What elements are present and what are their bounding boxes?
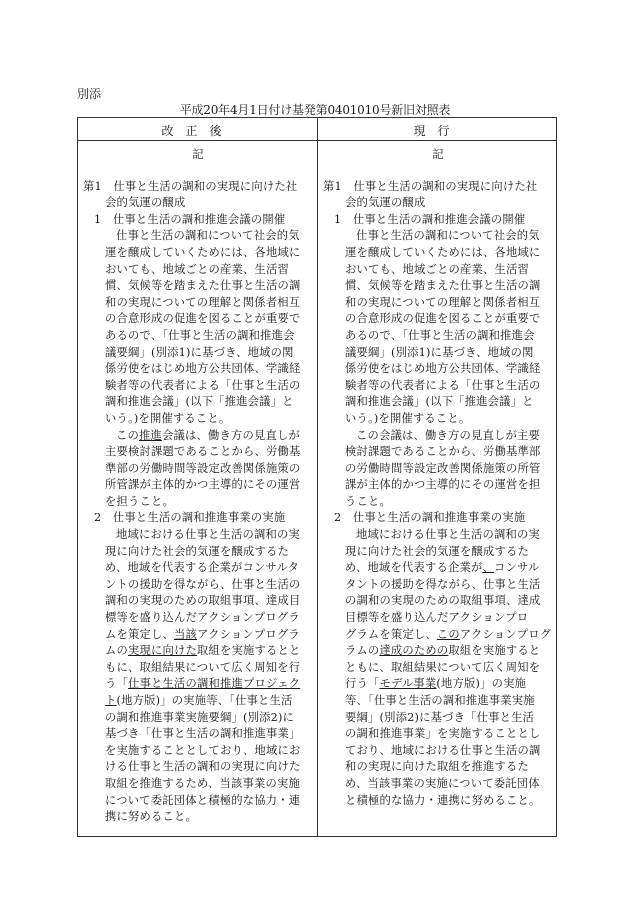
text-line bbox=[83, 660, 313, 677]
text-line bbox=[323, 793, 553, 810]
text-line bbox=[323, 759, 553, 776]
text-line bbox=[83, 278, 313, 295]
text-segment: 2 仕事と生活の調和推進事業の実施 bbox=[334, 511, 526, 525]
text-segment: 会的気運の醸成 bbox=[105, 196, 186, 210]
text-line bbox=[323, 245, 553, 262]
text-segment: 等、「仕事と生活の調和推進事業実施 bbox=[345, 694, 535, 707]
header-divider bbox=[78, 140, 556, 141]
text-segment: 調和の実現のための取組事項、達成目 bbox=[105, 594, 301, 608]
comparison-table bbox=[77, 117, 557, 837]
text-segment: 験者等の代表者による「仕事と生活の bbox=[345, 378, 541, 392]
text-segment: 1 仕事と生活の調和推進会議の開催 bbox=[334, 212, 526, 226]
text-segment: 取組を実施するとと bbox=[196, 644, 301, 658]
text-segment: 1 仕事と生活の調和推進会議の開催 bbox=[94, 212, 286, 226]
text-line bbox=[83, 444, 313, 461]
text-line bbox=[83, 262, 313, 279]
text-segment: 慣、気候等を踏まえた仕事と生活の調 bbox=[105, 279, 301, 293]
text-line bbox=[83, 295, 313, 312]
text-line bbox=[323, 361, 553, 378]
text-segment: の調和推進事業実施要綱」(別添2)に bbox=[105, 710, 295, 724]
text-line bbox=[323, 262, 553, 279]
text-line bbox=[83, 328, 313, 345]
text-segment: う「 bbox=[105, 677, 128, 691]
text-segment: 和の実現についての理解と関係者相互 bbox=[105, 295, 301, 309]
text-line bbox=[83, 710, 313, 727]
text-segment: 取組を推進するため、当該事業の実施 bbox=[105, 776, 300, 790]
ki-heading: 記 bbox=[432, 148, 444, 161]
text-segment: 要綱」(別添2)に基づき「仕事と生活 bbox=[345, 710, 535, 724]
text-segment: (地方版)」の実施 bbox=[436, 677, 527, 691]
text-segment: 議要綱」(別添1)に基づき、地域の関 bbox=[105, 345, 294, 359]
text-segment: 和の実現に向けた取組を推進するた bbox=[345, 760, 529, 774]
text-segment: と積極的な協力・連携に努めること。 bbox=[345, 793, 541, 807]
text-segment: 仕事と生活の調和について社会的気 bbox=[356, 229, 540, 243]
text-line bbox=[83, 693, 313, 710]
text-segment: 主要検討課題であることから、労働基 bbox=[105, 445, 301, 459]
text-line bbox=[323, 228, 553, 245]
current-text bbox=[323, 179, 553, 810]
text-segment: ムの bbox=[105, 644, 128, 658]
underlined-text: この bbox=[436, 627, 460, 641]
text-line bbox=[323, 710, 553, 727]
underlined-text: 推進 bbox=[139, 428, 162, 442]
underlined-text: ト bbox=[105, 694, 117, 707]
text-segment: 課が主体的かつ主導的にその運営を担 bbox=[345, 478, 541, 492]
text-line bbox=[83, 345, 313, 362]
text-segment: アクションプログ bbox=[459, 627, 552, 641]
text-segment: の合意形成の促進を図ることが重要で bbox=[105, 312, 301, 326]
text-segment: 現に向けた社会的気運を醸成するた bbox=[345, 544, 529, 558]
text-line bbox=[83, 726, 313, 743]
text-segment: アクションプログラ bbox=[196, 627, 300, 641]
text-segment: あるので、「仕事と生活の調和推進会 bbox=[345, 328, 535, 342]
underlined-text: 実現に向けた bbox=[128, 644, 197, 658]
underlined-text: モデル事業 bbox=[379, 677, 437, 691]
text-line bbox=[323, 195, 553, 212]
text-segment: タントの援助を得ながら、仕事と生活 bbox=[345, 577, 541, 591]
text-segment: 運を醸成していくためには、各地域に bbox=[345, 245, 541, 259]
text-segment: 第1 仕事と生活の調和の実現に向けた社 bbox=[323, 179, 538, 193]
text-line bbox=[323, 510, 553, 527]
text-line bbox=[83, 793, 313, 810]
text-segment: ラムの bbox=[345, 644, 380, 658]
text-line bbox=[323, 378, 553, 395]
underlined-text: 仕事と生活の調和推進プロジェク bbox=[128, 677, 301, 691]
text-line bbox=[323, 693, 553, 710]
text-segment: 和の実現についての理解と関係者相互 bbox=[345, 295, 541, 309]
text-segment: 現に向けた社会的気運を醸成するた bbox=[105, 544, 289, 558]
text-line bbox=[83, 245, 313, 262]
text-line bbox=[83, 776, 313, 793]
text-segment: について委託団体と積極的な協力・連 bbox=[105, 793, 301, 807]
text-segment: 仕事と生活の調和について社会的気 bbox=[116, 229, 300, 243]
text-segment: 験者等の代表者による「仕事と生活の bbox=[105, 378, 301, 392]
text-line bbox=[83, 527, 313, 544]
underlined-text: 当該 bbox=[173, 627, 197, 641]
text-line bbox=[323, 444, 553, 461]
text-line bbox=[83, 361, 313, 378]
text-segment: 基づき「仕事と生活の調和推進事業」 bbox=[105, 727, 301, 741]
text-segment: 取組を実施すると bbox=[448, 644, 541, 658]
text-line bbox=[323, 411, 553, 428]
text-segment: 慣、気候等を踏まえた仕事と生活の調 bbox=[345, 279, 541, 293]
text-segment: 地域における仕事と生活の調和の実 bbox=[356, 528, 540, 542]
text-line bbox=[323, 643, 553, 660]
text-segment: ける仕事と生活の調和の実現に向けた bbox=[105, 760, 301, 774]
text-segment: おいても、地域ごとの産業、生活習 bbox=[105, 262, 289, 276]
text-segment: ムを策定し、 bbox=[105, 627, 174, 641]
text-line bbox=[323, 577, 553, 594]
text-segment: を担うこと。 bbox=[105, 494, 174, 508]
text-line bbox=[83, 510, 313, 527]
text-segment: 会議は、働き方の見直しが bbox=[162, 428, 300, 442]
text-segment: 標等を盛り込んだアクションプログラ bbox=[105, 611, 300, 625]
text-segment: 行う「 bbox=[345, 677, 380, 691]
column-divider bbox=[317, 118, 318, 836]
column-header-revised: 改正後 bbox=[161, 124, 234, 138]
underlined-text: 達成のための bbox=[379, 644, 449, 658]
text-line bbox=[83, 179, 313, 196]
text-segment: 2 仕事と生活の調和推進事業の実施 bbox=[94, 511, 286, 525]
text-line bbox=[83, 560, 313, 577]
text-line bbox=[83, 411, 313, 428]
text-line bbox=[323, 212, 553, 229]
text-segment: の調和の実現のための取組事項、達成 bbox=[345, 594, 541, 608]
text-segment: 係労使をはじめ地方公共団体、学識経 bbox=[105, 362, 301, 376]
text-segment: ントの援助を得ながら、仕事と生活の bbox=[105, 577, 301, 591]
text-segment: 係労使をはじめ地方公共団体、学識経 bbox=[345, 362, 541, 376]
text-segment: め、当該事業の実施について委託団体 bbox=[345, 776, 540, 790]
text-line bbox=[323, 610, 553, 627]
current-column bbox=[323, 147, 553, 809]
text-segment: コンサル bbox=[494, 561, 540, 575]
text-line bbox=[83, 428, 313, 445]
text-segment: 所管課が主体的かつ主導的にその運営 bbox=[105, 478, 301, 492]
text-segment: この bbox=[116, 428, 139, 442]
text-line bbox=[323, 743, 553, 760]
text-line bbox=[323, 179, 553, 196]
text-line bbox=[323, 461, 553, 478]
text-line bbox=[323, 428, 553, 445]
text-segment: いう。)を開催すること。 bbox=[345, 411, 471, 425]
text-line bbox=[83, 577, 313, 594]
text-line bbox=[83, 195, 313, 212]
revised-column bbox=[83, 147, 313, 826]
text-line bbox=[83, 311, 313, 328]
text-line bbox=[83, 461, 313, 478]
text-segment: 調和推進会議」(以下「推進会議」と bbox=[105, 395, 294, 409]
text-line bbox=[323, 494, 553, 511]
text-line bbox=[323, 676, 553, 693]
text-segment: 準部の労働時間等設定改善関係施策の bbox=[105, 461, 301, 475]
text-segment: 地域における仕事と生活の調和の実 bbox=[116, 528, 300, 542]
text-segment: いう。)を開催すること。 bbox=[105, 411, 231, 425]
text-line bbox=[83, 394, 313, 411]
text-line bbox=[83, 544, 313, 561]
text-line bbox=[323, 593, 553, 610]
text-segment: 携に努めること。 bbox=[105, 810, 197, 824]
text-line bbox=[323, 726, 553, 743]
text-line bbox=[323, 527, 553, 544]
text-line bbox=[323, 295, 553, 312]
text-segment: この会議は、働き方の見直しが主要 bbox=[356, 428, 540, 442]
text-line bbox=[323, 544, 553, 561]
text-line bbox=[83, 593, 313, 610]
text-line bbox=[323, 560, 553, 577]
text-line bbox=[83, 627, 313, 644]
text-segment: 議要綱」(別添1)に基づき、地域の関 bbox=[345, 345, 534, 359]
text-segment: ており、地域における仕事と生活の調 bbox=[345, 743, 541, 757]
text-line bbox=[323, 627, 553, 644]
text-segment: を実施することとしており、地域にお bbox=[105, 743, 301, 757]
text-segment: 検討課題であることから、労働基準部 bbox=[345, 445, 541, 459]
text-segment: 運を醸成していくためには、各地域に bbox=[105, 245, 301, 259]
text-segment: ともに、取組結果について広く周知を bbox=[345, 660, 541, 674]
text-line bbox=[83, 212, 313, 229]
text-line bbox=[323, 328, 553, 345]
text-line bbox=[83, 477, 313, 494]
text-line bbox=[83, 494, 313, 511]
text-segment: 第1 仕事と生活の調和の実現に向けた社 bbox=[83, 179, 298, 193]
text-segment: の調和推進事業」を実施することとし bbox=[345, 727, 541, 741]
text-line bbox=[83, 643, 313, 660]
text-segment: もに、取組結果について広く周知を行 bbox=[105, 660, 301, 674]
text-line bbox=[83, 676, 313, 693]
text-segment: (地方版)」の実施等、「仕事と生活 bbox=[116, 694, 293, 707]
revised-text bbox=[83, 179, 313, 826]
text-line bbox=[83, 759, 313, 776]
text-line bbox=[323, 278, 553, 295]
text-line bbox=[83, 610, 313, 627]
text-segment: の合意形成の促進を図ることが重要で bbox=[345, 312, 541, 326]
text-line bbox=[323, 776, 553, 793]
text-line bbox=[323, 394, 553, 411]
text-segment: 調和推進会議」(以下「推進会議」と bbox=[345, 395, 534, 409]
text-line bbox=[323, 311, 553, 328]
text-line bbox=[83, 743, 313, 760]
text-segment: め、地域を代表する企業がコンサルタ bbox=[105, 561, 299, 575]
attachment-label: 別添 bbox=[77, 87, 102, 101]
ki-heading: 記 bbox=[192, 148, 204, 161]
text-segment: うこと。 bbox=[345, 494, 391, 508]
text-segment: 目標等を盛り込んだアクションプロ bbox=[345, 611, 529, 625]
text-line bbox=[83, 378, 313, 395]
text-line bbox=[323, 477, 553, 494]
document-title: 平成20年4月1日付け基発第0401010号新旧対照表 bbox=[179, 103, 451, 117]
text-segment: あるので、「仕事と生活の調和推進会 bbox=[105, 328, 295, 342]
text-segment: 会的気運の醸成 bbox=[345, 196, 426, 210]
text-line bbox=[323, 660, 553, 677]
text-segment: め、地域を代表する企業が bbox=[345, 561, 483, 575]
column-header-current: 現行 bbox=[413, 124, 462, 138]
text-segment: グラムを策定し、 bbox=[345, 627, 437, 641]
text-line bbox=[83, 809, 313, 826]
text-line bbox=[323, 345, 553, 362]
underlined-text: 、 bbox=[482, 561, 495, 575]
text-line bbox=[83, 228, 313, 245]
text-segment: おいても、地域ごとの産業、生活習 bbox=[345, 262, 529, 276]
text-segment: の労働時間等設定改善関係施策の所管 bbox=[345, 461, 541, 475]
